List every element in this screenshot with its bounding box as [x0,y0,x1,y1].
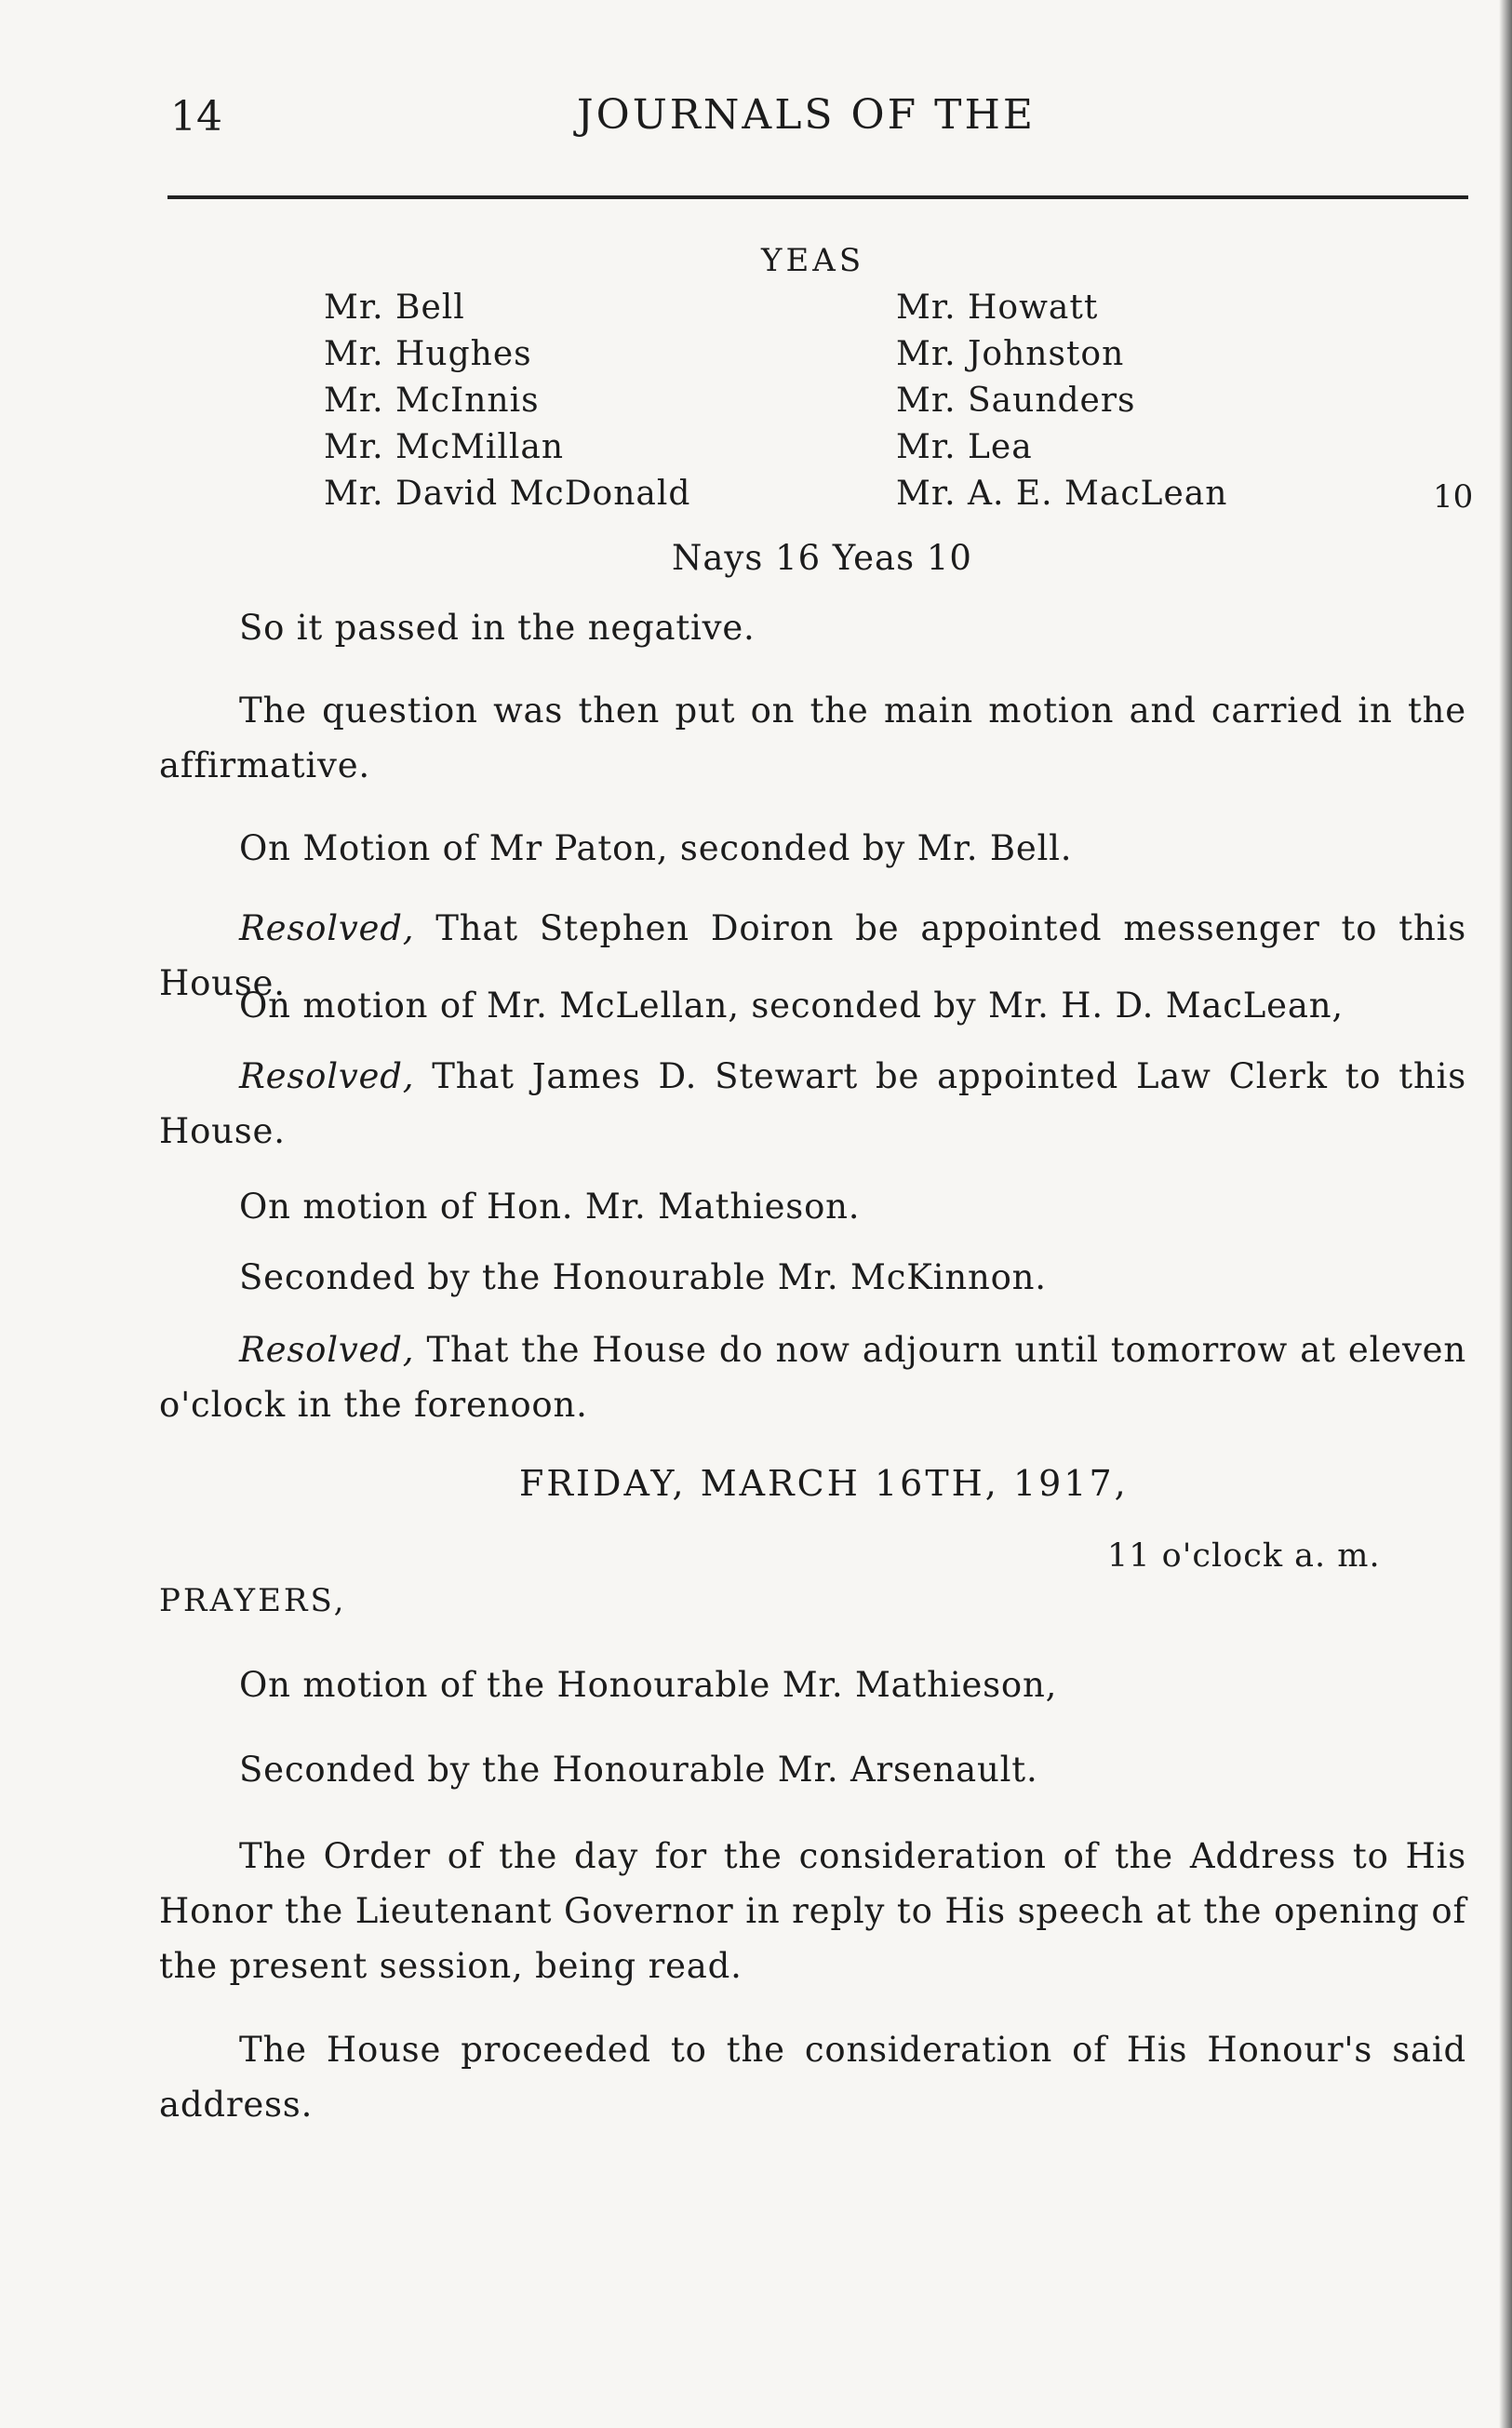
yea-member: Mr. Bell [324,288,465,327]
yea-member: Mr. Saunders [896,382,1136,420]
paragraph-motion-mathieson-2: On motion of the Honourable Mr. Mathieson, [239,1665,1058,1705]
paragraph-main-motion: The question was then put on the main motion and carried in the affirmative. [159,691,1466,785]
resolved-label: Resolved, [239,1330,415,1370]
vote-tally: Nays 16 Yeas 10 [672,538,972,578]
yea-member: Mr. Howatt [896,288,1099,327]
yea-member: Mr. Hughes [324,335,532,373]
paragraph-negative: So it passed in the negative. [239,608,756,648]
paragraph-resolved-messenger: Resolved, That Stephen Doiron be appointed messenger to this House. [159,908,1466,1003]
paragraph-motion-mclellan: On motion of Mr. McLellan, seconded by Mr. H. D. MacLean, [239,986,1344,1026]
paragraph-order-of-day: The Order of the day for the consideration of the Address to His Honor the Lieutenant Governor in reply to His speech at the opening of the present session, being read. [159,1836,1466,1986]
paragraph-motion-paton: On Motion of Mr Paton, seconded by Mr. Bell. [239,828,1073,868]
paragraph-resolved-law-clerk: Resolved, That James D. Stewart be appointed Law Clerk to this House. [159,1056,1466,1151]
yeas-count: 10 [1433,478,1474,516]
paragraph-house-proceeded: The House proceeded to the consideration of His Honour's said address. [159,2030,1466,2125]
yea-member: Mr. McInnis [324,382,540,420]
date-heading: FRIDAY, MARCH 16TH, 1917, [519,1463,1129,1504]
header-rule [167,195,1468,199]
paragraph-seconded-mckinnon: Seconded by the Honourable Mr. McKinnon. [239,1257,1047,1297]
yea-member: Mr. Lea [896,428,1033,466]
yea-member: Mr. Johnston [896,335,1125,373]
resolved-label: Resolved, [239,908,415,948]
paragraph-seconded-arsenault: Seconded by the Honourable Mr. Arsenault. [239,1750,1038,1790]
resolved-label: Resolved, [239,1056,415,1096]
paragraph-resolved-adjourn: Resolved, That the House do now adjourn until tomorrow at eleven o'clock in the forenoon. [159,1330,1466,1425]
paragraph-motion-mathieson: On motion of Hon. Mr. Mathieson. [239,1187,861,1227]
yea-member: Mr. David McDonald [324,475,691,513]
prayers-heading: PRAYERS, [159,1582,347,1619]
yea-member: Mr. A. E. MacLean [896,475,1228,513]
running-head: JOURNALS OF THE [577,91,1036,139]
yea-member: Mr. McMillan [324,428,565,466]
sitting-time: 11 o'clock a. m. [1107,1537,1381,1575]
page-edge-shadow [1499,0,1512,2428]
page-number: 14 [170,93,222,141]
yeas-heading: YEAS [761,242,865,279]
